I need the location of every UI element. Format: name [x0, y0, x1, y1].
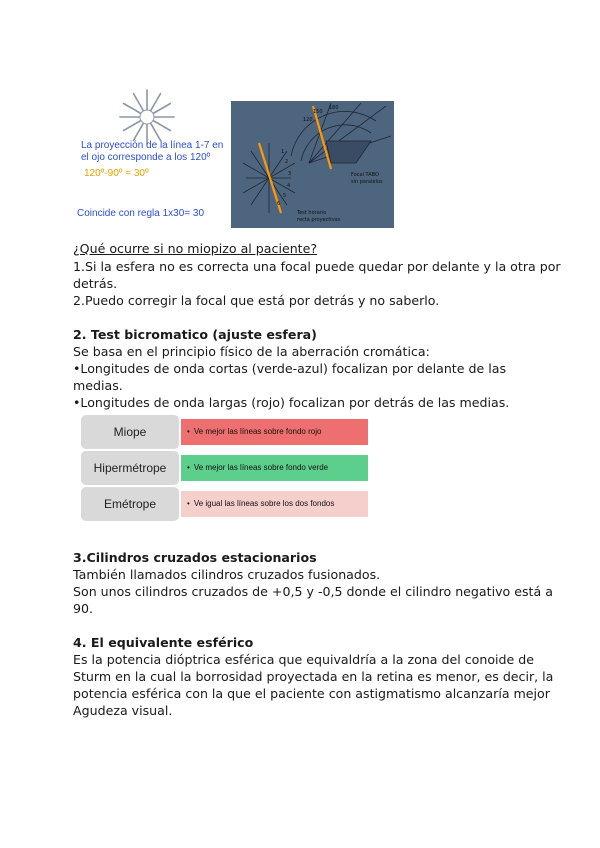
paragraph-line: Sturm en la cual la borrosidad proyectada en la retina es menor, es decir, la: [73, 669, 554, 684]
section-heading: 2. Test bicromatico (ajuste esfera): [73, 327, 317, 342]
paragraph-line: Son unos cilindros cruzados de +0,5 y -0,5 donde el cilindro negativo está a: [73, 584, 553, 599]
paragraph-line: También llamados cilindros cruzados fusionados.: [73, 567, 381, 582]
bullet: •: [187, 499, 190, 508]
clock-dial-icon: [118, 88, 176, 146]
svg-text:150: 150: [313, 109, 323, 115]
bullet: •: [187, 463, 190, 472]
paragraph-line: •Longitudes de onda largas (rojo) focalizan por detrás de las medias.: [73, 395, 510, 410]
svg-text:120: 120: [303, 117, 313, 123]
paragraph-line: Es la potencia dióptrica esférica que equivaldría a la zona del conoide de: [73, 652, 535, 667]
svg-text:sin paralelos: sin paralelos: [351, 179, 383, 185]
paragraph-line: medias.: [73, 378, 123, 393]
figure-caption-line-1: La proyección de la línea 1-7 en: [81, 140, 224, 151]
table-label-emetrope: Emétrope: [81, 487, 179, 521]
table-bar-hipermetrope: [181, 455, 368, 481]
section-heading: 4. El equivalente esférico: [73, 635, 254, 650]
table-bar-text: Ve mejor las líneas sobre fondo rojo: [193, 427, 322, 436]
figure-formula: 120º-90º = 30º: [84, 168, 149, 179]
paragraph-line: 1.Si la esfera no es correcta una focal puede quedar por delante y la otra por: [73, 259, 561, 274]
figure-rule-note: Coincide con regla 1x30= 30: [77, 208, 205, 219]
table-bar-text: Ve igual las líneas sobre los dos fondos: [193, 499, 335, 508]
astigmatism-diagram: [231, 101, 394, 228]
table-bar-miope: [181, 419, 368, 445]
question-heading: ¿Qué ocurre si no miopizo al paciente?: [73, 241, 318, 256]
table-label-hipermetrope: Hipermétrope: [81, 451, 179, 485]
svg-text:Focal TABO: Focal TABO: [351, 172, 379, 178]
svg-text:180: 180: [329, 105, 339, 111]
paragraph-line: 2.Puedo corregir la focal que está por detrás y no saberlo.: [73, 293, 440, 308]
table-bar-emetrope: [181, 491, 368, 517]
svg-text:1: 1: [281, 149, 285, 155]
svg-text:5: 5: [283, 193, 287, 199]
svg-text:4: 4: [287, 183, 291, 189]
svg-text:3: 3: [288, 171, 292, 177]
svg-text:recta proyectivas: recta proyectivas: [297, 217, 341, 223]
paragraph-line: 90.: [73, 601, 94, 616]
paragraph-line: Agudeza visual.: [73, 703, 173, 718]
paragraph-line: potencia esférica con la que el paciente con astigmatismo alcanzaría mejor: [73, 686, 550, 701]
paragraph-line: •Longitudes de onda cortas (verde-azul) focalizan por delante de las: [73, 361, 507, 376]
svg-text:6: 6: [277, 201, 281, 207]
paragraph-line: detrás.: [73, 276, 118, 291]
table-bar-text: Ve mejor las líneas sobre fondo verde: [193, 463, 329, 472]
bullet: •: [187, 427, 190, 436]
paragraph-line: Se basa en el principio físico de la aberración cromática:: [73, 344, 430, 359]
section-heading: 3.Cilindros cruzados estacionarios: [73, 550, 317, 565]
svg-text:Test horario: Test horario: [297, 210, 327, 216]
figure-caption-line-2: el ojo corresponde a los 120º: [81, 152, 211, 163]
svg-text:2: 2: [285, 159, 289, 165]
table-label-miope: Miope: [81, 415, 179, 449]
